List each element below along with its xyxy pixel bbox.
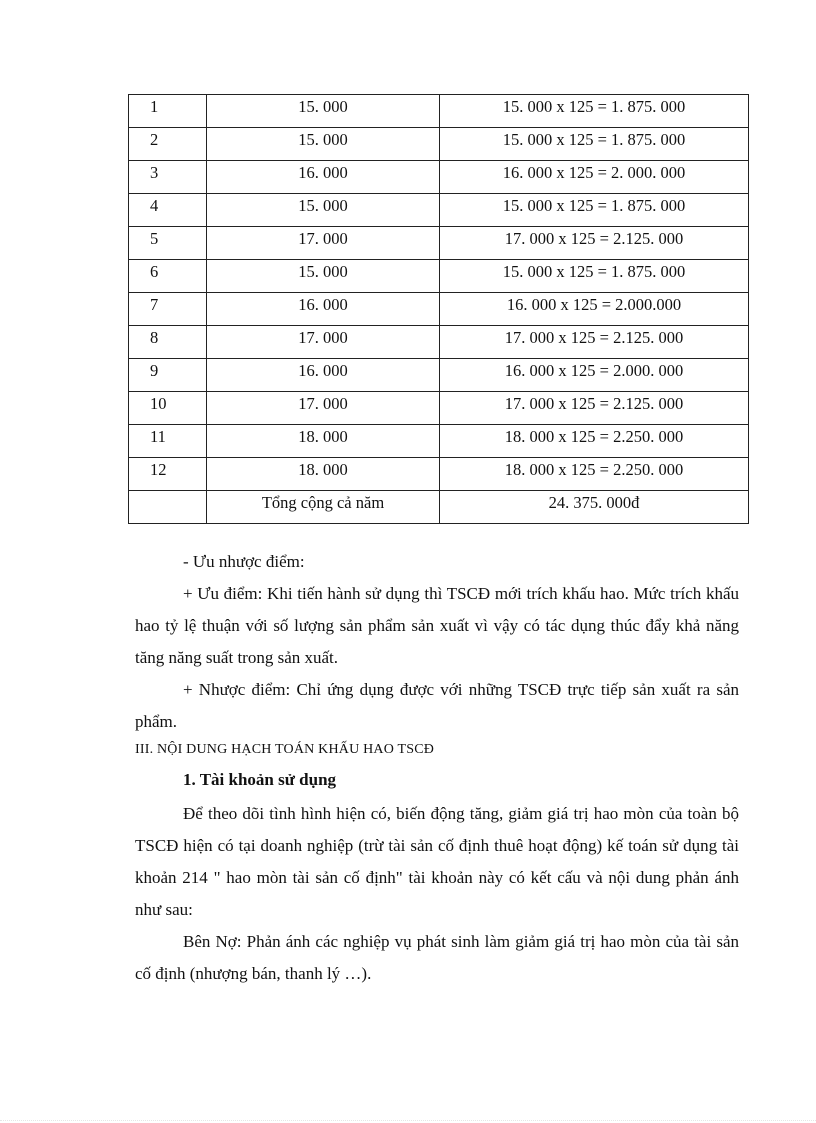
table-row — [129, 458, 749, 491]
month-cell: 5 — [129, 227, 207, 260]
month-cell: 4 — [129, 194, 207, 227]
formula-cell: 15. 000 x 125 = 1. 875. 000 — [440, 95, 749, 128]
total-row — [129, 491, 749, 524]
month-cell: 1 — [129, 95, 207, 128]
table-row — [129, 260, 749, 293]
disadvantage-paragraph: + Nhược điểm: Chỉ ứng dụng được với những TSCĐ trực tiếp sản xuất ra sản phẩm. — [135, 680, 739, 731]
formula-cell: 17. 000 x 125 = 2.125. 000 — [440, 227, 749, 260]
advantage-paragraph: + Ưu điểm: Khi tiến hành sử dụng thì TSCĐ mới trích khấu hao. Mức trích khấu hao tỷ lệ thuận với số lượng sản phẩm sản xuất vì vậy có tác dụng thúc đẩy khả năng tăng năng suất trong sản xuất. — [135, 584, 739, 667]
month-cell: 9 — [129, 359, 207, 392]
pros-cons-title: - Ưu nhược điểm: — [183, 552, 305, 571]
debit-side-paragraph: Bên Nợ: Phản ánh các nghiệp vụ phát sinh làm giảm giá trị hao mòn của tài sản cố định (nhượng bán, thanh lý …). — [135, 932, 739, 983]
month-cell: 6 — [129, 260, 207, 293]
month-cell: 10 — [129, 392, 207, 425]
month-cell: 3 — [129, 161, 207, 194]
formula-cell: 17. 000 x 125 = 2.125. 000 — [440, 326, 749, 359]
formula-cell: 18. 000 x 125 = 2.250. 000 — [440, 458, 749, 491]
table-row — [129, 227, 749, 260]
quantity-cell: 17. 000 — [207, 326, 440, 359]
quantity-cell: 18. 000 — [207, 458, 440, 491]
formula-cell: 15. 000 x 125 = 1. 875. 000 — [440, 128, 749, 161]
quantity-cell: 16. 000 — [207, 359, 440, 392]
total-value-cell: 24. 375. 000đ — [440, 491, 749, 524]
formula-cell: 17. 000 x 125 = 2.125. 000 — [440, 392, 749, 425]
formula-cell: 15. 000 x 125 = 1. 875. 000 — [440, 194, 749, 227]
table-row — [129, 359, 749, 392]
quantity-cell: 16. 000 — [207, 161, 440, 194]
total-label-cell: Tổng cộng cả năm — [207, 491, 440, 524]
table-row — [129, 425, 749, 458]
month-cell: 2 — [129, 128, 207, 161]
quantity-cell: 15. 000 — [207, 95, 440, 128]
depreciation-table — [128, 94, 749, 524]
quantity-cell: 15. 000 — [207, 260, 440, 293]
table-row — [129, 194, 749, 227]
depreciation-table-body — [129, 95, 749, 524]
table-row — [129, 95, 749, 128]
quantity-cell: 16. 000 — [207, 293, 440, 326]
quantity-cell: 15. 000 — [207, 194, 440, 227]
month-cell: 12 — [129, 458, 207, 491]
quantity-cell: 15. 000 — [207, 128, 440, 161]
month-cell: 8 — [129, 326, 207, 359]
formula-cell: 16. 000 x 125 = 2.000.000 — [440, 293, 749, 326]
section-heading: III. NỘI DUNG HẠCH TOÁN KHẤU HAO TSCĐ — [135, 742, 435, 757]
total-empty-cell — [129, 491, 207, 524]
quantity-cell: 17. 000 — [207, 227, 440, 260]
table-row — [129, 326, 749, 359]
formula-cell: 16. 000 x 125 = 2.000. 000 — [440, 359, 749, 392]
subsection-heading: 1. Tài khoản sử dụng — [183, 770, 337, 789]
formula-cell: 18. 000 x 125 = 2.250. 000 — [440, 425, 749, 458]
table-row — [129, 161, 749, 194]
month-cell: 11 — [129, 425, 207, 458]
quantity-cell: 18. 000 — [207, 425, 440, 458]
quantity-cell: 17. 000 — [207, 392, 440, 425]
page-bottom-divider — [0, 1120, 816, 1121]
account-paragraph: Để theo dõi tình hình hiện có, biến động tăng, giảm giá trị hao mòn của toàn bộ TSCĐ hiện có tại doanh nghiệp (trừ tài sản cố định thuê hoạt động) kế toán sử dụng tài khoản 214 " hao mòn tài sản cố định" tài khoản này có kết cấu và nội dung phản ánh như sau: — [135, 804, 739, 919]
formula-cell: 16. 000 x 125 = 2. 000. 000 — [440, 161, 749, 194]
table-row — [129, 293, 749, 326]
formula-cell: 15. 000 x 125 = 1. 875. 000 — [440, 260, 749, 293]
table-row — [129, 128, 749, 161]
month-cell: 7 — [129, 293, 207, 326]
table-row — [129, 392, 749, 425]
